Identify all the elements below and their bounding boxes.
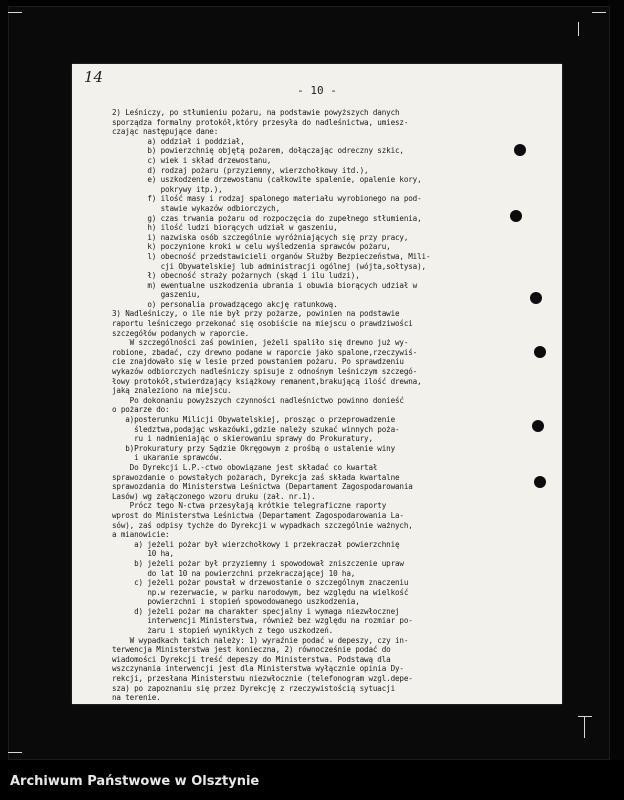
document-line: wprost do Ministerstwa Leśnictwa (Departament Zagospodarowania La- [112, 510, 404, 520]
document-line: b) powierzchnię objętą pożarem, dołączając odreczny szkic, [112, 146, 404, 156]
document-line: wykazów odbiorczych nadleśniczy spisuje z odnośnym leśniczym szczegó- [112, 367, 418, 377]
document-line: Po dokonaniu powyższych czynności nadleśnictwo powinno donieść [112, 395, 404, 405]
document-line: szczegółów podanych w raporcie. [112, 328, 250, 338]
film-tick-mark [584, 716, 585, 738]
document-line: W wypadkach takich należy: 1) wyraźnie podać w depeszy, czy in- [112, 635, 409, 645]
document-line: h) ilość ludzi biorących udział w gaszeniu, [112, 223, 338, 233]
film-tick-mark [592, 12, 606, 13]
document-line: powierzchni i stopień spowodowanego uszkodzenia, [112, 597, 360, 607]
document-line: 10 ha, [112, 549, 174, 559]
document-line: interwencji Ministerstwa, również bez względu na rozmiar po- [112, 616, 413, 626]
document-line: sów), zaś odpisy tychże do Dyrekcji w wypadkach szczególnie ważnych, [112, 520, 413, 530]
punch-hole [530, 292, 542, 304]
document-line: k) poczynione kroki w celu wyśledzenia sprawców pożaru, [112, 242, 391, 252]
document-line: wiadomości Dyrekcji treść depeszy do Ministerstwa. Podstawą dla [112, 654, 391, 664]
document-line: czając następujące dane: [112, 127, 219, 137]
film-border-right [608, 0, 624, 760]
document-line: na terenie. [112, 693, 161, 703]
document-line: Do Dyrekcji L.P.-ctwo obowiązane jest składać co kwartał [112, 462, 378, 472]
document-line: łowy protokół,stwierdzający książkowy remanent,brakującą ilość drewna, [112, 376, 422, 386]
document-line: d) jeżeli pożar ma charakter specjalny i wymaga niezwłocznej [112, 606, 400, 616]
punch-hole [514, 144, 526, 156]
document-line: a) oddział i poddział, [112, 136, 245, 146]
punch-hole [534, 346, 546, 358]
document-line: sprawozdania do Ministerstwa Leśnictwa (Departament Zagospodarowania [112, 482, 413, 492]
document-line: 2) Leśniczy, po stłumieniu pożaru, na podstawie powyższych danych [112, 108, 400, 117]
page-number: - 10 - [297, 84, 337, 97]
document-line: d) rodzaj pożaru (przyziemny, wierzchołkowy itd.), [112, 165, 369, 175]
document-line: jaką znaleziono na miejscu. [112, 386, 232, 396]
document-line: sza) po zapoznaniu się przez Dyrekcję z rzeczywistością sytuacji [112, 683, 395, 693]
document-line: i ukaranie sprawców. [112, 453, 223, 463]
punch-hole [532, 420, 544, 432]
document-line: robione, zbadać, czy drewno podane w raporcie jako spalone,rzeczywiś- [112, 347, 418, 357]
document-line: c) wiek i skład drzewostanu, [112, 155, 272, 165]
document-line: cji Obywatelskiej lub administracji ogólnej (wójta,sołtysa), [112, 261, 426, 271]
document-line: b) jeżeli pożar był przyziemny i spowodował zniszczenie upraw [112, 558, 404, 568]
document-line: Prócz tego N-ctwa przesyłają krótkie telegraficzne raporty [112, 501, 387, 511]
document-line: pokrywy itp.), [112, 184, 223, 194]
document-line: a) jeżeli pożar był wierzchołkowy i przekraczał powierzchnię [112, 539, 400, 549]
document-line: cie znajdowało się w lesie przed powstaniem pożaru. Po sprawdzeniu [112, 357, 404, 367]
document-line: sporządza formalny protokół,który przesyła do nadleśnictwa, umiesz- [112, 117, 409, 127]
document-line: W szczególności zaś powinien, jeżeli spaliło się drewno już wy- [112, 338, 409, 348]
document-line: stawie wykazów odbiorczych, [112, 203, 281, 213]
film-tick-mark [578, 716, 592, 717]
punch-hole [510, 210, 522, 222]
document-line: raportu leśniczego przekonać się osobiście na miejscu o prawdziwości [112, 319, 413, 329]
document-line: śledztwa,podając wskazówki,gdzie należy szukać winnych poża- [112, 424, 400, 434]
document-line: e) uszkodzenie drzewostanu (całkowite spalenie, opalenie kory, [112, 175, 422, 185]
document-line: gaszeniu, [112, 290, 201, 300]
document-line: m) ewentualne uszkodzenia ubrania i obuwia biorących udział w [112, 280, 418, 290]
film-border-left [0, 0, 8, 760]
archive-name-label: Archiwum Państwowe w Olsztynie [10, 774, 260, 789]
document-line: żaru i stopień wynikłych z tego uszkodzeń. [112, 626, 334, 636]
document-line: ł) obecność straży pożarnych (skąd i ilu ludzi), [112, 271, 360, 281]
document-line: 3) Nadleśniczy, o ile nie był przy pożarze, powinien na podstawie [112, 309, 400, 319]
document-line: l) obecność przedstawicieli organów Służby Bezpieczeństwa, Mili- [112, 251, 431, 261]
document-line: a mianowicie: [112, 530, 170, 540]
film-tick-mark [578, 22, 579, 36]
document-line: o) personalia prowadzącego akcję ratunkową. [112, 299, 338, 309]
document-line: ru i nadmieniając o skierowaniu sprawy do Prokuratury, [112, 434, 373, 444]
document-line: np.w rezerwacie, w parku narodowym, bez względu na wielkość [112, 587, 409, 597]
film-tick-mark [8, 12, 22, 13]
document-line: o pożarze do: [112, 405, 170, 415]
document-line: do lat 10 na powierzchni przekraczającej 10 ha, [112, 568, 356, 578]
document-line: terwencja Ministerstwa jest konieczna, 2) równocześnie podać do [112, 645, 391, 655]
document-line: wszczynania interwencji jest dla Ministerstwa wyłącznie opinia Dy- [112, 664, 404, 674]
document-line: rekcji, przesłana Ministerstwu niezwłocznie (telefonogram wzgl.depe- [112, 674, 413, 684]
document-line: sprawozdanie o powstałych pożarach, Dyrekcja zaś składa kwartalne [112, 472, 400, 482]
document-page [72, 64, 562, 704]
film-tick-mark [8, 752, 22, 753]
document-line: f) ilość masy i rodzaj spalonego materiału wyrobionego na pod- [112, 194, 422, 204]
document-line: i) nazwiska osób szczególnie wyróżniających się przy pracy, [112, 232, 409, 242]
document-line: c) jeżeli pożar powstał w drzewostanie o szczególnym znaczeniu [112, 578, 409, 588]
document-line: b)Prokuratury przy Sądzie Okręgowym z prośbą o ustalenie winy [112, 443, 395, 453]
document-line: Lasów) wg załączonego wzoru druku (zał. nr.1). [112, 491, 316, 501]
handwritten-page-mark: 14 [84, 68, 104, 86]
punch-hole [534, 476, 546, 488]
document-line: g) czas trwania pożaru od rozpoczęcia do zupełnego stłumienia, [112, 213, 422, 223]
document-line: a)posterunku Milicji Obywatelskiej, prosząc o przeprowadzenie [112, 415, 395, 424]
document-body-text [112, 108, 552, 703]
